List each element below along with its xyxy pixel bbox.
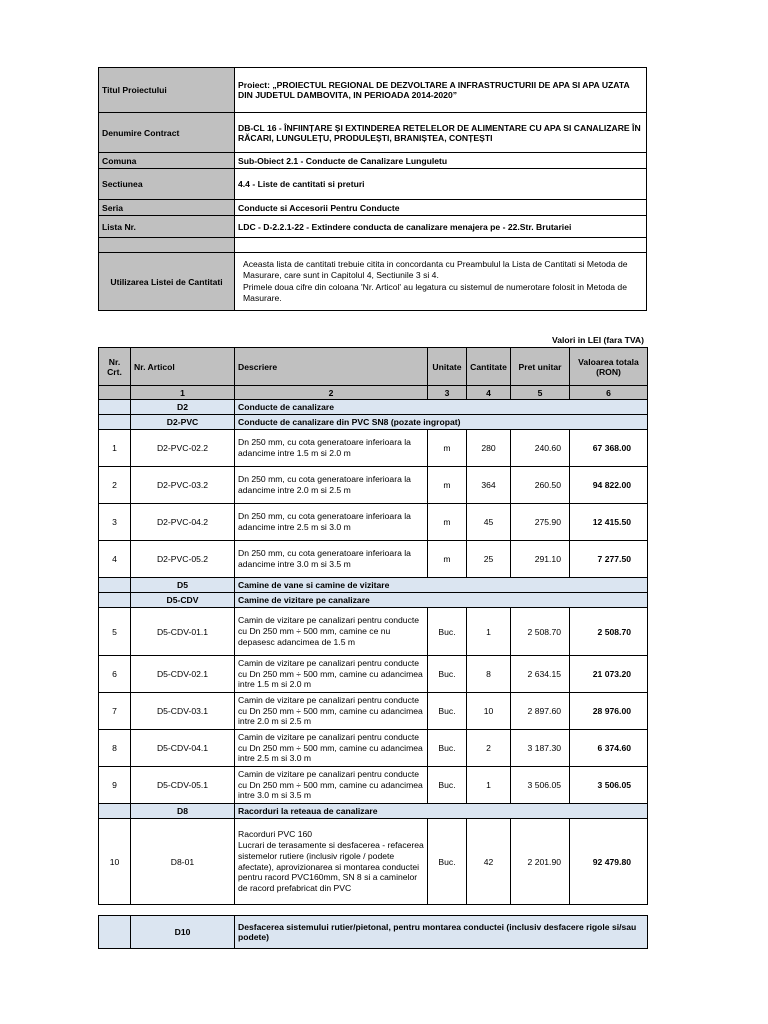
cell-cantitate: 1 [467, 767, 511, 804]
cell-unitate: Buc. [428, 730, 467, 767]
section-row-d2 [99, 400, 648, 415]
cell-unitate: Buc. [428, 693, 467, 730]
cell-articol: D8-01 [131, 819, 235, 905]
cell-valoare-totala: 7 277.50 [570, 541, 648, 578]
cell-valoare-totala: 3 506.05 [570, 767, 648, 804]
cell-cantitate: 1 [467, 608, 511, 656]
cell-articol: D5-CDV-02.1 [131, 656, 235, 693]
header-unitate: Unitate [428, 348, 467, 386]
cell-pret-unitar: 275.90 [511, 504, 570, 541]
cell-unitate: m [428, 541, 467, 578]
cell-unitate: Buc. [428, 767, 467, 804]
column-number-row [99, 386, 648, 400]
cell-nr: 5 [99, 608, 131, 656]
cell-cantitate: 42 [467, 819, 511, 905]
label-sectiunea: Sectiunea [99, 169, 235, 200]
cell-pret-unitar: 2 634.15 [511, 656, 570, 693]
cell-nr: 9 [99, 767, 131, 804]
cell-pret-unitar: 3 187.30 [511, 730, 570, 767]
cell-valoare-totala: 92 479.80 [570, 819, 648, 905]
cell-nr: 2 [99, 467, 131, 504]
table-row [99, 730, 648, 767]
value-lista-nr: LDC - D-2.2.1-22 - Extindere conducta de canalizare menajera pe - 22.Str. Brutariei [235, 216, 647, 238]
table-row [99, 693, 648, 730]
colnum-6: 6 [570, 386, 648, 400]
cell-pret-unitar: 2 897.60 [511, 693, 570, 730]
header-valoarea-totala: Valoarea totala (RON) [570, 348, 648, 386]
section-d10-table [98, 915, 648, 949]
label-comuna: Comuna [99, 153, 235, 169]
section-row-d5 [99, 578, 648, 593]
table-row [99, 767, 648, 804]
cell-unitate: m [428, 467, 467, 504]
value-titlu-proiect: Proiect: „PROIECTUL REGIONAL DE DEZVOLTARE A INFRASTRUCTURII DE APA SI APA UZATA DIN JUDETUL DAMBOVITA, IN PERIOADA 2014-2020” [235, 68, 647, 113]
value-comuna: Sub-Obiect 2.1 - Conducte de Canalizare Lunguletu [235, 153, 647, 169]
header-pret-unitar: Pret unitar [511, 348, 570, 386]
currency-note: Valori in LEI (fara TVA) [551, 335, 644, 345]
cell-articol: D2-PVC-02.2 [131, 430, 235, 467]
section-code: D5 [131, 578, 235, 593]
section-row-d10 [99, 916, 648, 949]
cell-unitate: Buc. [428, 819, 467, 905]
project-info-table [98, 67, 647, 311]
table-row [99, 430, 648, 467]
cell-pret-unitar: 3 506.05 [511, 767, 570, 804]
cell-pret-unitar: 2 201.90 [511, 819, 570, 905]
section-title: Desfacerea sistemului rutier/pietonal, pentru montarea conductei (inclusiv desfacere rigole si/sau podete) [235, 916, 648, 949]
colnum-5: 5 [511, 386, 570, 400]
cell-descriere: Racorduri PVC 160 Lucrari de terasamente si desfacerea - refacerea sistemelor rutiere (inclusiv rigole / podete afectate), aprovizionarea si montarea conductei pentru racord PVC160mm, SN 8 si a caminelor de racord prefabricat din PVC [235, 819, 428, 905]
value-seria: Conducte si Accesorii Pentru Conducte [235, 200, 647, 216]
cell-descriere: Dn 250 mm, cu cota generatoare inferioara la adancime intre 2.0 m si 2.5 m [235, 467, 428, 504]
table-row [99, 541, 648, 578]
cell-descriere: Dn 250 mm, cu cota generatoare inferioara la adancime intre 2.5 m si 3.0 m [235, 504, 428, 541]
colnum-blank [99, 386, 131, 400]
colnum-3: 3 [428, 386, 467, 400]
cell-valoare-totala: 28 976.00 [570, 693, 648, 730]
utilizarea-line-2: Primele doua cifre din coloana 'Nr. Articol' au legatura cu sistemul de numerotare folosit in Metoda de Masurare. [243, 281, 627, 303]
cell-valoare-totala: 12 415.50 [570, 504, 648, 541]
section-row-d8 [99, 804, 648, 819]
quantities-table [98, 347, 648, 905]
cell-unitate: Buc. [428, 608, 467, 656]
cell-cantitate: 45 [467, 504, 511, 541]
cell-valoare-totala: 67 368.00 [570, 430, 648, 467]
cell-descriere: Camin de vizitare pe canalizari pentru conducte cu Dn 250 mm ÷ 500 mm, camine cu adancimea intre 2.0 m si 2.5 m [235, 693, 428, 730]
section-code: D2-PVC [131, 415, 235, 430]
cell-articol: D5-CDV-04.1 [131, 730, 235, 767]
table-row [99, 819, 648, 905]
cell-descriere: Camin de vizitare pe canalizari pentru conducte cu Dn 250 mm ÷ 500 mm, camine cu adancimea intre 3.0 m si 3.5 m [235, 767, 428, 804]
cell-cantitate: 10 [467, 693, 511, 730]
cell-unitate: Buc. [428, 656, 467, 693]
cell-articol: D2-PVC-03.2 [131, 467, 235, 504]
cell-articol: D2-PVC-04.2 [131, 504, 235, 541]
value-sectiunea: 4.4 - Liste de cantitati si preturi [235, 169, 647, 200]
section-title: Camine de vizitare pe canalizare [235, 593, 648, 608]
cell-articol: D5-CDV-03.1 [131, 693, 235, 730]
cell-cantitate: 364 [467, 467, 511, 504]
header-cantitate: Cantitate [467, 348, 511, 386]
cell-valoare-totala: 21 073.20 [570, 656, 648, 693]
table-header-row [99, 348, 648, 386]
header-nr-articol: Nr. Articol [131, 348, 235, 386]
label-seria: Seria [99, 200, 235, 216]
cell-cantitate: 280 [467, 430, 511, 467]
table-row [99, 467, 648, 504]
section-title: Camine de vane si camine de vizitare [235, 578, 648, 593]
table-row [99, 656, 648, 693]
section-code: D5-CDV [131, 593, 235, 608]
cell-pret-unitar: 240.60 [511, 430, 570, 467]
cell-unitate: m [428, 430, 467, 467]
colnum-2: 2 [235, 386, 428, 400]
cell-nr: 10 [99, 819, 131, 905]
cell-nr: 3 [99, 504, 131, 541]
cell-pret-unitar: 2 508.70 [511, 608, 570, 656]
label-lista-nr: Lista Nr. [99, 216, 235, 238]
section-row-d5-cdv [99, 593, 648, 608]
colnum-1: 1 [131, 386, 235, 400]
cell-cantitate: 8 [467, 656, 511, 693]
cell-articol: D2-PVC-05.2 [131, 541, 235, 578]
cell-valoare-totala: 94 822.00 [570, 467, 648, 504]
cell-cantitate: 25 [467, 541, 511, 578]
spacer-cell-label [99, 238, 235, 253]
cell-articol: D5-CDV-05.1 [131, 767, 235, 804]
label-titlu-proiect: Titul Proiectului [99, 68, 235, 113]
cell-nr: 1 [99, 430, 131, 467]
section-code: D10 [131, 916, 235, 949]
cell-cantitate: 2 [467, 730, 511, 767]
label-denumire-contract: Denumire Contract [99, 113, 235, 153]
header-descriere: Descriere [235, 348, 428, 386]
section-row-d2-pvc [99, 415, 648, 430]
cell-pret-unitar: 291.10 [511, 541, 570, 578]
section-title: Racorduri la reteaua de canalizare [235, 804, 648, 819]
cell-valoare-totala: 6 374.60 [570, 730, 648, 767]
colnum-4: 4 [467, 386, 511, 400]
spacer-cell-value [235, 238, 647, 253]
cell-nr: 4 [99, 541, 131, 578]
section-code: D2 [131, 400, 235, 415]
section-code: D8 [131, 804, 235, 819]
cell-nr: 8 [99, 730, 131, 767]
value-utilizarea-listei [235, 253, 647, 311]
cell-descriere: Camin de vizitare pe canalizari pentru conducte cu Dn 250 mm ÷ 500 mm, camine cu adancimea intre 1.5 m si 2.0 m [235, 656, 428, 693]
cell-descriere: Camin de vizitare pe canalizari pentru conducte cu Dn 250 mm ÷ 500 mm, camine ce nu depasesc adancimea de 1.5 m [235, 608, 428, 656]
table-row [99, 504, 648, 541]
section-title: Conducte de canalizare [235, 400, 648, 415]
table-row [99, 608, 648, 656]
value-denumire-contract: DB-CL 16 - ÎNFIINȚARE ȘI EXTINDEREA RETELELOR DE ALIMENTARE CU APA SI CANALIZARE ÎN RĂCARI, LUNGULEȚU, PRODULEȘTI, BRANIȘTEA, CONȚEȘTI [235, 113, 647, 153]
cell-descriere: Dn 250 mm, cu cota generatoare inferioara la adancime intre 1.5 m si 2.0 m [235, 430, 428, 467]
header-nr-crt: Nr. Crt. [99, 348, 131, 386]
cell-valoare-totala: 2 508.70 [570, 608, 648, 656]
cell-descriere: Camin de vizitare pe canalizari pentru conducte cu Dn 250 mm ÷ 500 mm, camine cu adancimea intre 2.5 m si 3.0 m [235, 730, 428, 767]
cell-pret-unitar: 260.50 [511, 467, 570, 504]
label-utilizarea-listei: Utilizarea Listei de Cantitati [99, 253, 235, 311]
cell-articol: D5-CDV-01.1 [131, 608, 235, 656]
section-title: Conducte de canalizare din PVC SN8 (pozate ingropat) [235, 415, 648, 430]
utilizarea-line-1: Aceasta lista de cantitati trebuie citita in concordanta cu Preambulul la Lista de Cantitati si Metoda de Masurare, care sunt in Capitolul 4, Sectiunile 3 si 4. [243, 259, 628, 281]
cell-unitate: m [428, 504, 467, 541]
cell-nr: 7 [99, 693, 131, 730]
cell-descriere: Dn 250 mm, cu cota generatoare inferioara la adancime intre 3.0 m si 3.5 m [235, 541, 428, 578]
cell-nr: 6 [99, 656, 131, 693]
